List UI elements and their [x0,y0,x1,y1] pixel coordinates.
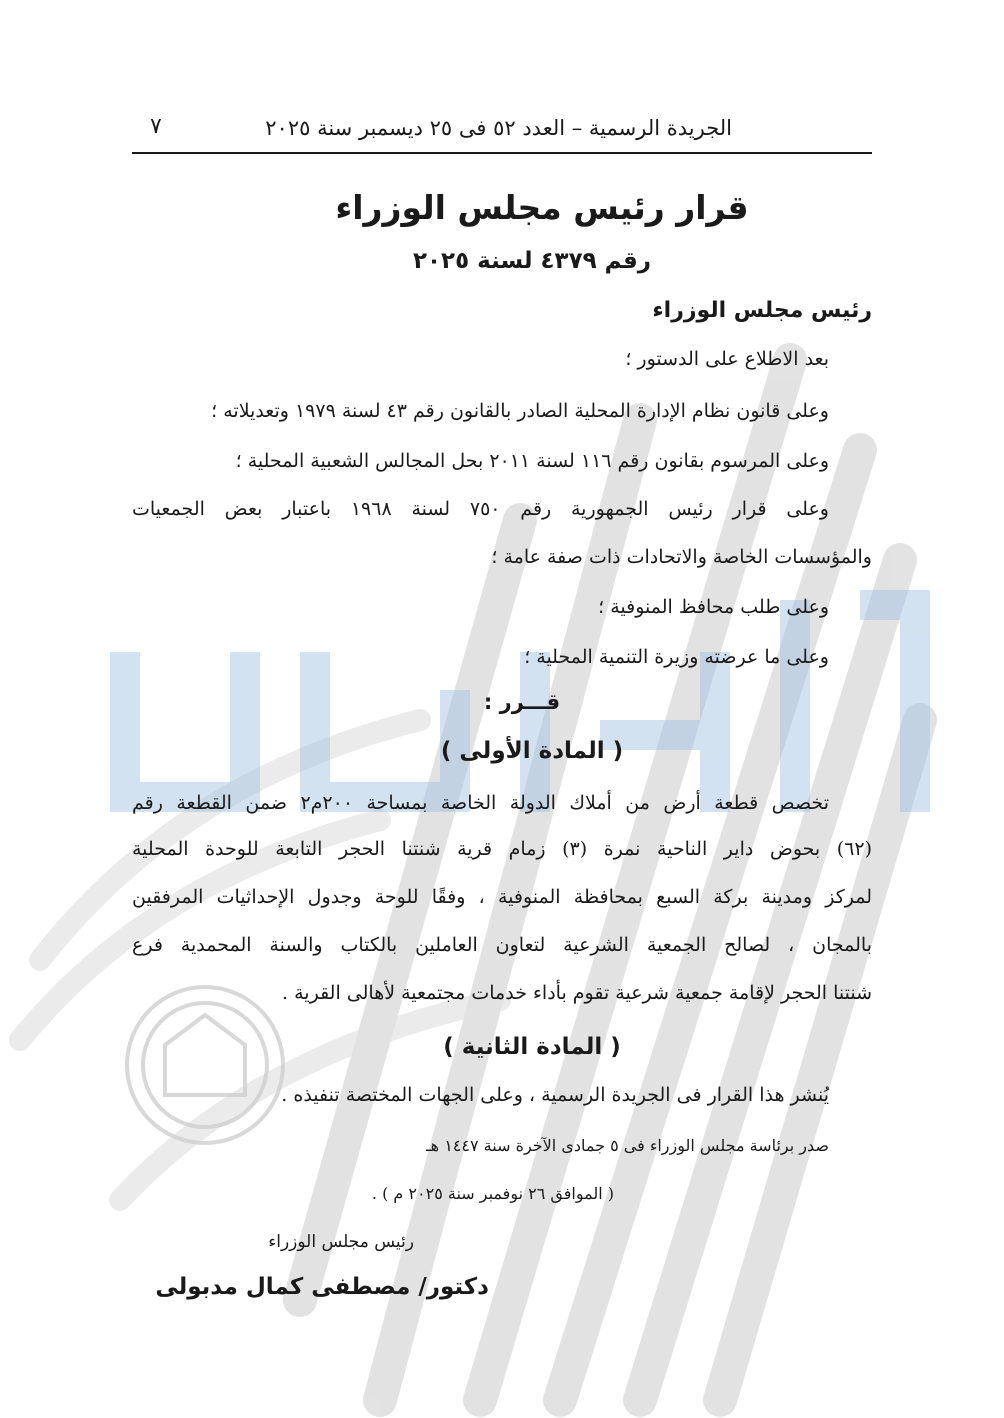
preamble-line: وعلى قرار رئيس الجمهورية رقم ٧٥٠ لسنة ١٩٦٨ باعتبار بعض الجمعيات [132,498,829,520]
preamble-line: والمؤسسات الخاصة والاتحادات ذات صفة عامة ؛ [491,546,872,568]
article-one-heading: ( المادة الأولى ) [440,738,624,764]
preamble-line: وعلى المرسوم بقانون رقم ١١٦ لسنة ٢٠١١ بحل المجالس الشعبية المحلية ؛ [235,450,829,472]
preamble-line: وعلى ما عرضته وزيرة التنمية المحلية ؛ [524,646,829,668]
decided-label: قـــرر : [483,690,561,714]
article-one-line: لمركز ومدينة بركة السبع بمحافظة المنوفية ، وفقًا للوحة وجدول الإحداثيات المرفقين [132,886,872,908]
page-header [132,112,872,154]
gazette-title: الجريدة الرسمية – العدد ٥٢ فى ٢٥ ديسمبر سنة ٢٠٢٥ [265,116,732,140]
signature-name: دكتور/ مصطفى كمال مدبولى [155,1274,489,1300]
article-one-line: (٦٢) بحوض داير الناحية نمرة (٣) زمام قرية شنتنا الحجر التابعة للوحدة المحلية [132,838,873,860]
watermark-seal-icon [127,987,283,1143]
page-number: ٧ [150,114,162,139]
issuer-heading: رئيس مجلس الوزراء [652,298,872,323]
issued-date-hijri: صدر برئاسة مجلس الوزراء فى ٥ جمادى الآخرة سنة ١٤٤٧ هـ [425,1136,829,1155]
decision-number: رقم ٤٣٧٩ لسنة ٢٠٢٥ [412,248,652,274]
article-one-line: بالمجان ، لصالح الجمعية الشرعية لتعاون العاملين بالكتاب والسنة المحمدية فرع [132,934,872,956]
article-two-text: يُنشر هذا القرار فى الجريدة الرسمية ، وعلى الجهات المختصة تنفيذه . [281,1084,829,1106]
preamble-line: بعد الاطلاع على الدستور ؛ [625,348,829,370]
signature-title: رئيس مجلس الوزراء [268,1232,414,1252]
article-one-line: تخصص قطعة أرض من أملاك الدولة الخاصة بمساحة ٢٠٠م٢ ضمن القطعة رقم [132,792,829,814]
preamble-line: وعلى طلب محافظ المنوفية ؛ [598,596,829,618]
decision-title: قرار رئيس مجلس الوزراء [335,188,749,227]
article-one-line: شنتنا الحجر لإقامة جمعية شرعية تقوم بأداء خدمات مجتمعية لأهالى القرية . [282,982,872,1004]
issued-date-gregorian: ( الموافق ٢٦ نوفمبر سنة ٢٠٢٥ م ) . [371,1184,614,1203]
preamble-line: وعلى قانون نظام الإدارة المحلية الصادر بالقانون رقم ٤٣ لسنة ١٩٧٩ وتعديلاته ؛ [211,400,829,422]
article-two-heading: ( المادة الثانية ) [443,1034,621,1060]
